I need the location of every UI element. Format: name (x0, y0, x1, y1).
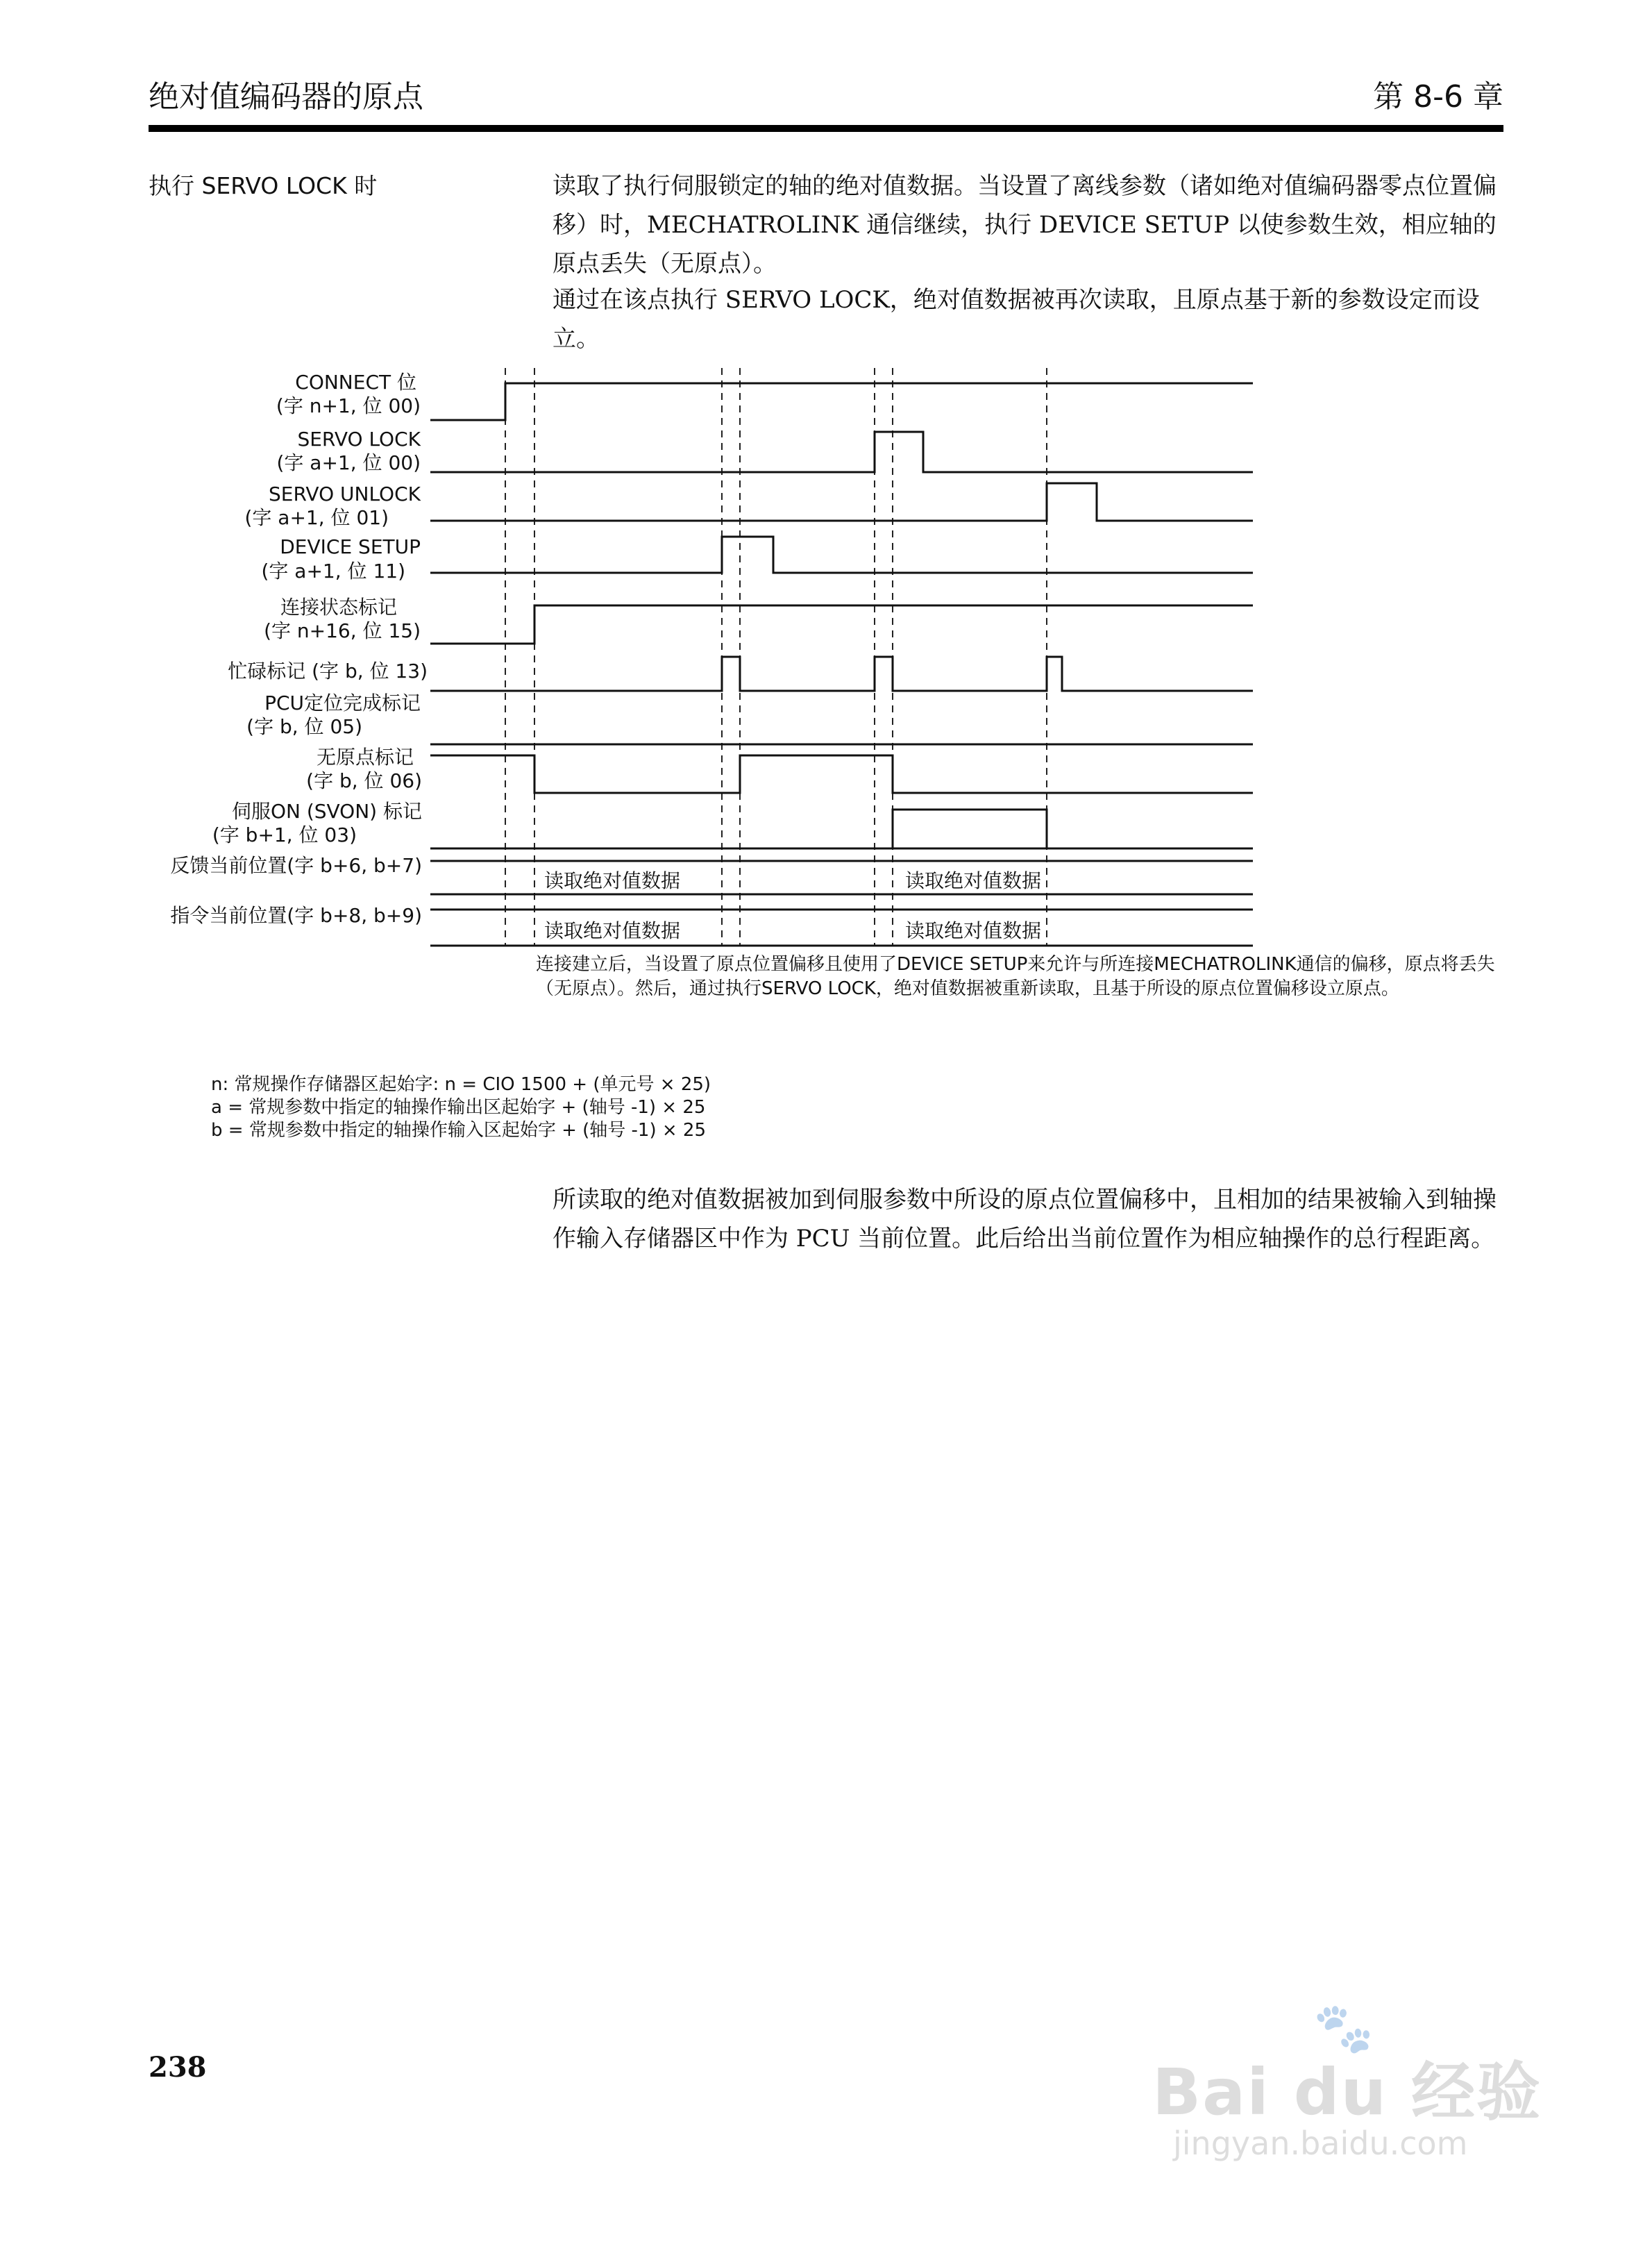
signal-label-positioning-complete: PCU定位完成标记 (264, 692, 421, 714)
legend-line-n: n: 常规操作存储器区起始字: n = CIO 1500 + (单元号 × 25) (211, 1074, 711, 1095)
waveform-no-origin (430, 755, 1253, 793)
legend-line-b: b = 常规参数中指定的轴操作输入区起始字 + (轴号 -1) × 25 (211, 1120, 707, 1141)
signal-label-servo-on: 伺服ON (SVON) 标记 (231, 800, 422, 823)
signal-label-servo-lock: SERVO LOCK (297, 428, 421, 451)
signal-label-connect-addr: (字 n+1, 位 00) (276, 394, 421, 417)
waveform-servo-lock (430, 432, 1253, 472)
paragraph-3: 所读取的绝对值数据被加到伺服参数中所设的原点位置偏移中，且相加的结果被输入到轴操作输入存储器区中作为 PCU 当前位置。此后给出当前位置作为相应轴操作的总行程距离。 (553, 1186, 1497, 1253)
page-number: 238 (149, 2051, 207, 2084)
signal-label-feedback-position: 反馈当前位置(字 b+6, b+7) (170, 854, 422, 877)
signal-label-device-setup-addr: (字 a+1, 位 11) (261, 560, 405, 583)
signal-label-no-origin: 无原点标记 (316, 746, 414, 769)
signal-label-command-position: 指令当前位置(字 b+8, b+9) (170, 904, 422, 927)
section-heading: 执行 SERVO LOCK 时 (149, 172, 378, 199)
chapter-label: 第 8-6 章 (1373, 79, 1503, 115)
signal-label-device-setup: DEVICE SETUP (280, 535, 421, 558)
command-read-label-2: 读取绝对值数据 (905, 919, 1042, 942)
waveform-device-setup (430, 537, 1253, 573)
watermark (1152, 2000, 1569, 2180)
address-legend (211, 1073, 711, 1142)
signal-label-busy: 忙碌标记 (字 b, 位 13) (228, 660, 428, 683)
signal-label-servo-lock-addr: (字 a+1, 位 00) (276, 451, 421, 474)
signal-labels (170, 371, 428, 927)
legend-line-a: a = 常规参数中指定的轴操作输出区起始字 + (轴号 -1) × 25 (211, 1097, 706, 1118)
signal-label-positioning-complete-addr: (字 b, 位 05) (246, 715, 362, 738)
signal-label-servo-on-addr: (字 b+1, 位 03) (212, 823, 357, 846)
command-read-label-1: 读取绝对值数据 (544, 919, 681, 942)
signal-label-no-origin-addr: (字 b, 位 06) (306, 769, 422, 792)
signal-label-servo-unlock: SERVO UNLOCK (269, 483, 421, 505)
signal-label-connection-status-addr: (字 n+16, 位 15) (264, 619, 421, 642)
paragraph-2: 通过在该点执行 SERVO LOCK，绝对值数据被再次读取，且原点基于新的参数设定而设立。 (553, 286, 1480, 353)
feedback-read-label-1: 读取绝对值数据 (544, 869, 681, 892)
dashed-event-lines (505, 368, 1047, 946)
waveform-servo-unlock (430, 483, 1253, 521)
watermark-url: jingyan.baidu.com (1173, 2125, 1468, 2162)
feedback-read-label-2: 读取绝对值数据 (905, 869, 1042, 892)
signal-label-connection-status: 连接状态标记 (280, 596, 397, 619)
waveform-busy (430, 657, 1253, 691)
watermark-brand: Bai du 经验 (1152, 2055, 1542, 2129)
signal-label-servo-unlock-addr: (字 a+1, 位 01) (244, 506, 389, 529)
paw-icon: 🐾 (1313, 2000, 1374, 2057)
data-read-labels (544, 869, 1041, 942)
paragraph-1: 读取了执行伺服锁定的轴的绝对值数据。当设置了离线参数（诸如绝对值编码器零点位置偏移）时，MECHATROLINK 通信继续，执行 DEVICE SETUP 以使参数生效，相应轴的原点丢失（无原点）。 (553, 172, 1497, 278)
page-header-title: 绝对值编码器的原点 (149, 79, 423, 115)
waveform-connect (430, 383, 1253, 420)
signal-label-connect: CONNECT 位 (295, 371, 416, 394)
waveform-servo-on (430, 810, 1253, 848)
diagram-note: 连接建立后，当设置了原点位置偏移且使用了DEVICE SETUP来允许与所连接MECHATROLINK通信的偏移，原点将丢失（无原点）。然后，通过执行SERVO LOCK，绝对值数据被重新读取，且基于所设的原点位置偏移设立原点。 (536, 954, 1495, 999)
waveform-connection-status (430, 605, 1253, 644)
signal-waveforms (430, 383, 1253, 946)
